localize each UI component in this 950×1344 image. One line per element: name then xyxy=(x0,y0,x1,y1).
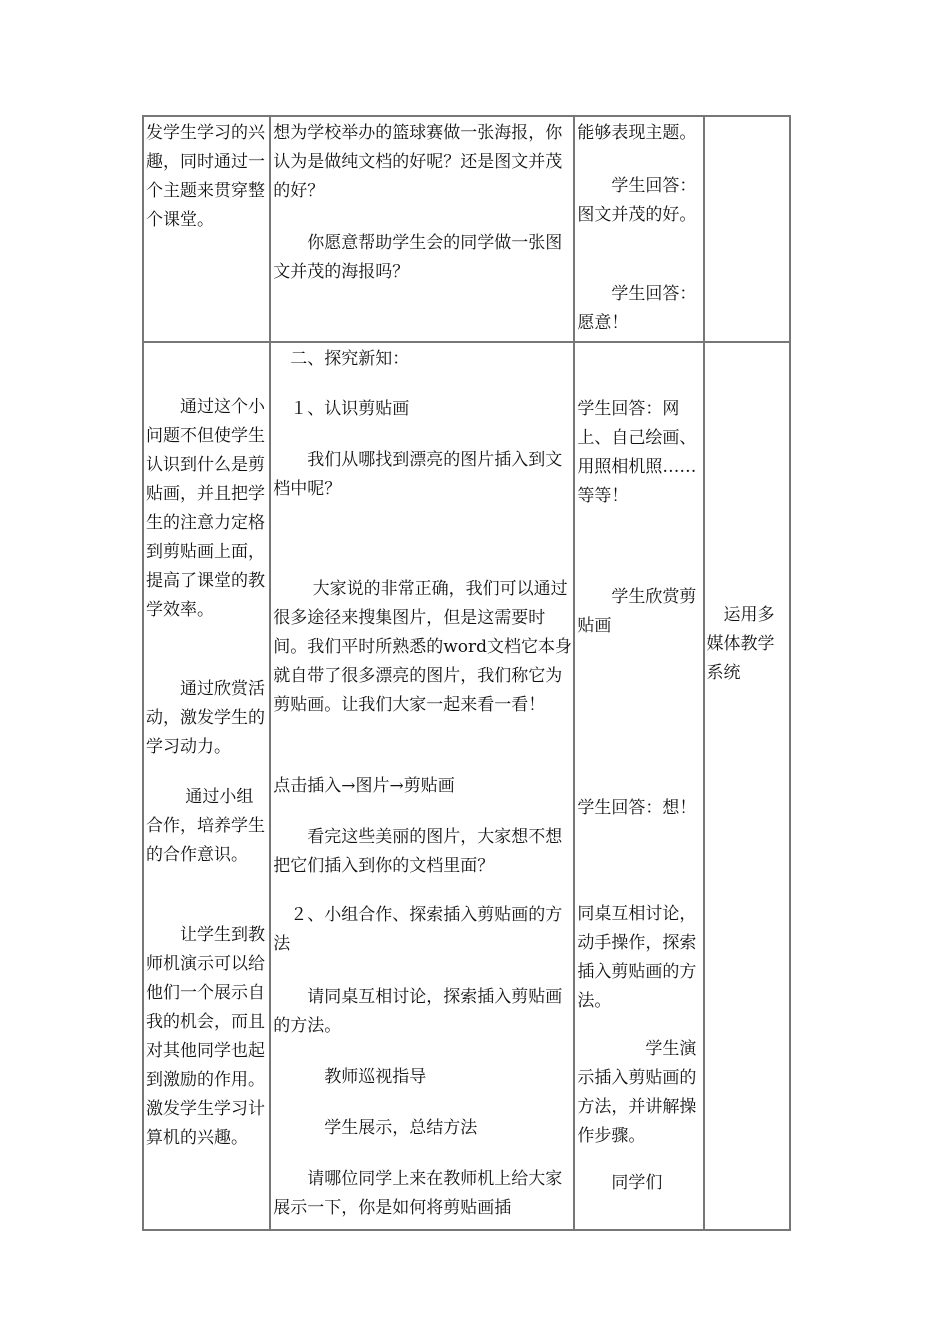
menu-path-text: 点击插入→图片→剪贴画 xyxy=(273,776,455,796)
student-response-text: 学生回答：网上、自己绘画、用照相机照……等等！ xyxy=(577,399,697,506)
table-row xyxy=(144,117,789,343)
teacher-instruction-text: 请同桌互相讨论，探索插入剪贴画的方法。 xyxy=(273,987,563,1036)
teacher-activity-cell xyxy=(271,117,575,341)
subsection-heading: １、认识剪贴画 xyxy=(273,399,410,419)
teacher-question-text: 想为学校举办的篮球赛做一张海报，你认为是做纯文档的好呢？还是图文并茂的好？ xyxy=(273,123,563,201)
student-activity-cell xyxy=(575,343,704,1229)
design-intent-text: 发学生学习的兴趣，同时通过一个主题来贯穿整个课堂。 xyxy=(146,123,265,230)
design-intent-text: 通过小组合作，培养学生的合作意识。 xyxy=(146,787,265,865)
media-cell xyxy=(705,343,789,1229)
subsection-heading: ２、小组合作、探索插入剪贴画的方法 xyxy=(273,905,563,954)
student-response-text: 学生演示插入剪贴画的方法，并讲解操作步骤。 xyxy=(577,1039,697,1146)
teacher-activity-cell xyxy=(271,343,575,1229)
design-intent-cell xyxy=(144,343,271,1229)
media-text: 运用多媒体教学系统 xyxy=(706,605,775,683)
teacher-question-text: 我们从哪找到漂亮的图片插入到文档中呢？ xyxy=(273,450,563,499)
teacher-question-text: 看完这些美丽的图片，大家想不想把它们插入到你的文档里面？ xyxy=(273,827,563,876)
lesson-plan-table xyxy=(142,115,791,1231)
student-response-text: 学生回答：图文并茂的好。 xyxy=(577,176,697,225)
student-response-text: 学生欣赏剪贴画 xyxy=(577,587,697,636)
student-response-text: 同桌互相讨论，动手操作，探索插入剪贴画的方法。 xyxy=(577,904,697,1011)
design-intent-text: 让学生到教师机演示可以给他们一个展示自我的机会，而且对其他同学也起到激励的作用。激发学生学习计算机的兴趣。 xyxy=(146,925,265,1148)
design-intent-text: 通过欣赏活动，激发学生的学习动力。 xyxy=(146,679,265,757)
teacher-instruction-text: 请哪位同学上来在教师机上给大家展示一下，你是如何将剪贴画插 xyxy=(273,1169,563,1218)
table-row xyxy=(144,343,789,1229)
section-heading: 二、探究新知： xyxy=(273,349,410,369)
teacher-explanation-text: 大家说的非常正确，我们可以通过很多途径来搜集图片，但是这需要时间。我们平时所熟悉的word文档它本身就自带了很多漂亮的图片，我们称它为剪贴画。让我们大家一起来看一看！ xyxy=(273,579,573,715)
student-response-text: 同学们 xyxy=(577,1173,663,1193)
student-activity-cell xyxy=(575,117,704,341)
media-cell xyxy=(705,117,789,341)
design-intent-text: 通过这个小问题不但使学生认识到什么是剪贴画，并且把学生的注意力定格到剪贴画上面，提高了课堂的教学效率。 xyxy=(146,397,265,620)
design-intent-cell xyxy=(144,117,271,341)
teacher-question-text: 你愿意帮助学生会的同学做一张图文并茂的海报吗？ xyxy=(273,233,563,282)
student-response-text: 能够表现主题。 xyxy=(577,123,697,143)
teacher-instruction-text: 教师巡视指导 xyxy=(273,1067,427,1087)
teacher-instruction-text: 学生展示，总结方法 xyxy=(273,1118,478,1138)
student-response-text: 学生回答：愿意！ xyxy=(577,284,697,333)
student-response-text: 学生回答：想！ xyxy=(577,798,697,818)
